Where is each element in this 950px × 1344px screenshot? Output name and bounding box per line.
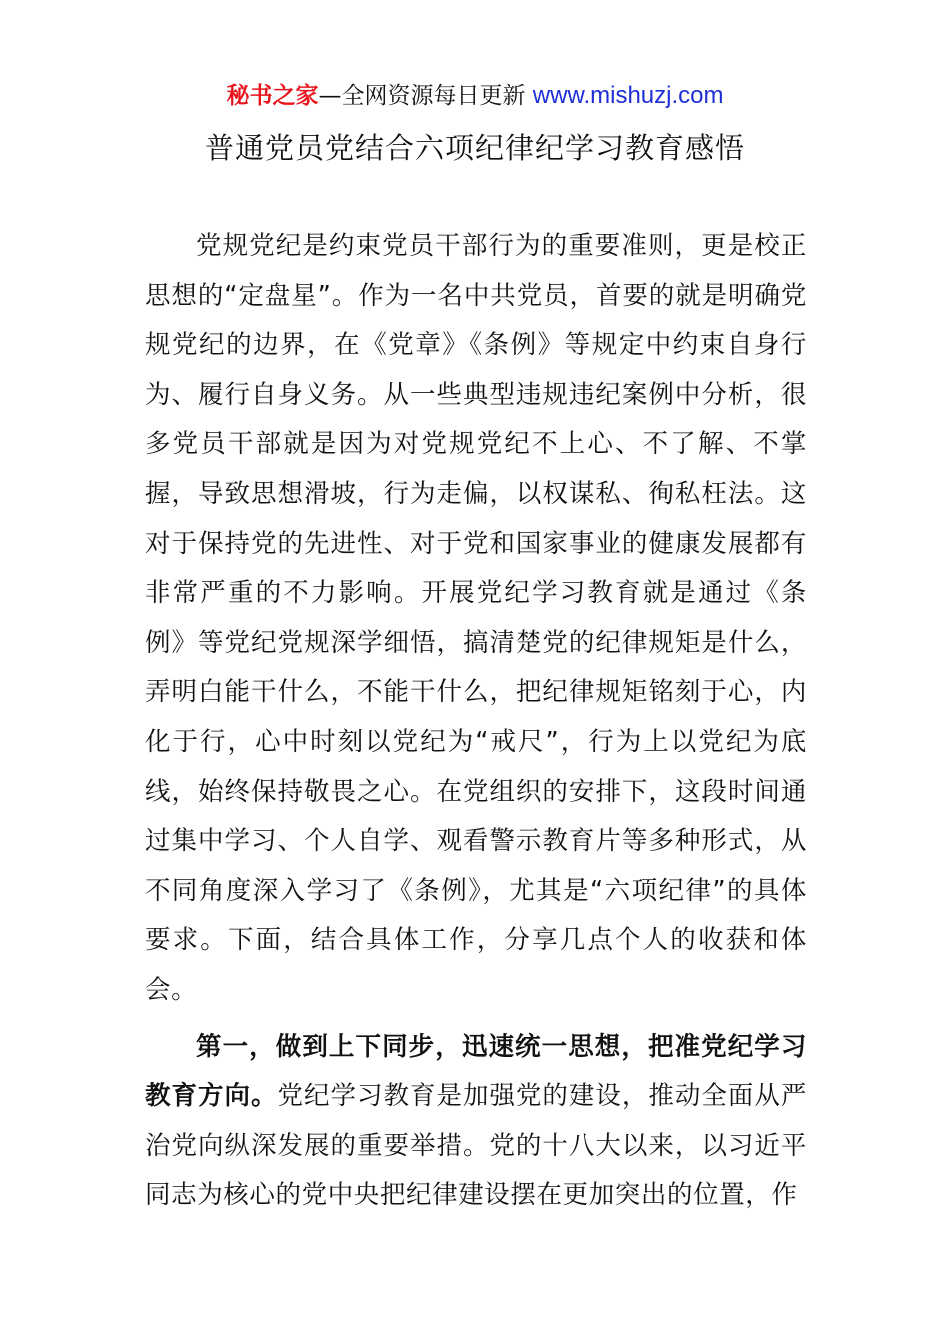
site-url-link[interactable]: www.mishuzj.com <box>532 82 724 109</box>
paragraph-text: 党规党纪是约束党员干部行为的重要准则，更是校正思想的“定盘星”。作为一名中共党员，首要的就是明确党规党纪的边界，在《党章》《条例》等规定中约束自身行为、履行自身义务。从一些典型违规违纪案例中分析，很多党员干部就是因为对党规党纪不上心、不了解、不掌握，导致思想滑坡，行为走偏，以权谋私、徇私枉法。这对于保持党的先进性、对于党和国家事业的健康发展都有非常严重的不力影响。开展党纪学习教育就是通过《条例》等党纪党规深学细悟，搞清楚党的纪律规矩是什么，弄明白能干什么，不能干什么，把纪律规矩铭刻于心，内化于行，心中时刻以党纪为“戒尺”，行为上以党纪为底线，始终保持敬畏之心。在党组织的安排下，这段时间通过集中学习、个人自学、观看警示教育片等多种形式，从不同角度深入学习了《条例》，尤其是“六项纪律”的具体要求。下面，结合具体工作，分享几点个人的收获和体会。 <box>145 231 807 1005</box>
document-title: 普通党员党结合六项纪律纪学习教育感悟 <box>204 131 745 165</box>
site-header <box>0 80 950 112</box>
article-body <box>145 222 807 1221</box>
site-tagline: —全网资源每日更新 <box>318 83 533 109</box>
body-paragraph <box>145 1023 807 1221</box>
paragraph-text: 党纪学习教育是加强党的建设，推动全面从严治党向纵深发展的重要举措。党的十八大以来，以习近平同志为核心的党中央把纪律建设摆在更加突出的位置，作 <box>145 1081 807 1211</box>
site-brand: 秘书之家 <box>226 83 319 109</box>
paragraph-lead: 第一，做到上下同步，迅速统一思想，把准党纪学习教育方向。 <box>145 1031 807 1112</box>
body-paragraph <box>145 222 807 1016</box>
